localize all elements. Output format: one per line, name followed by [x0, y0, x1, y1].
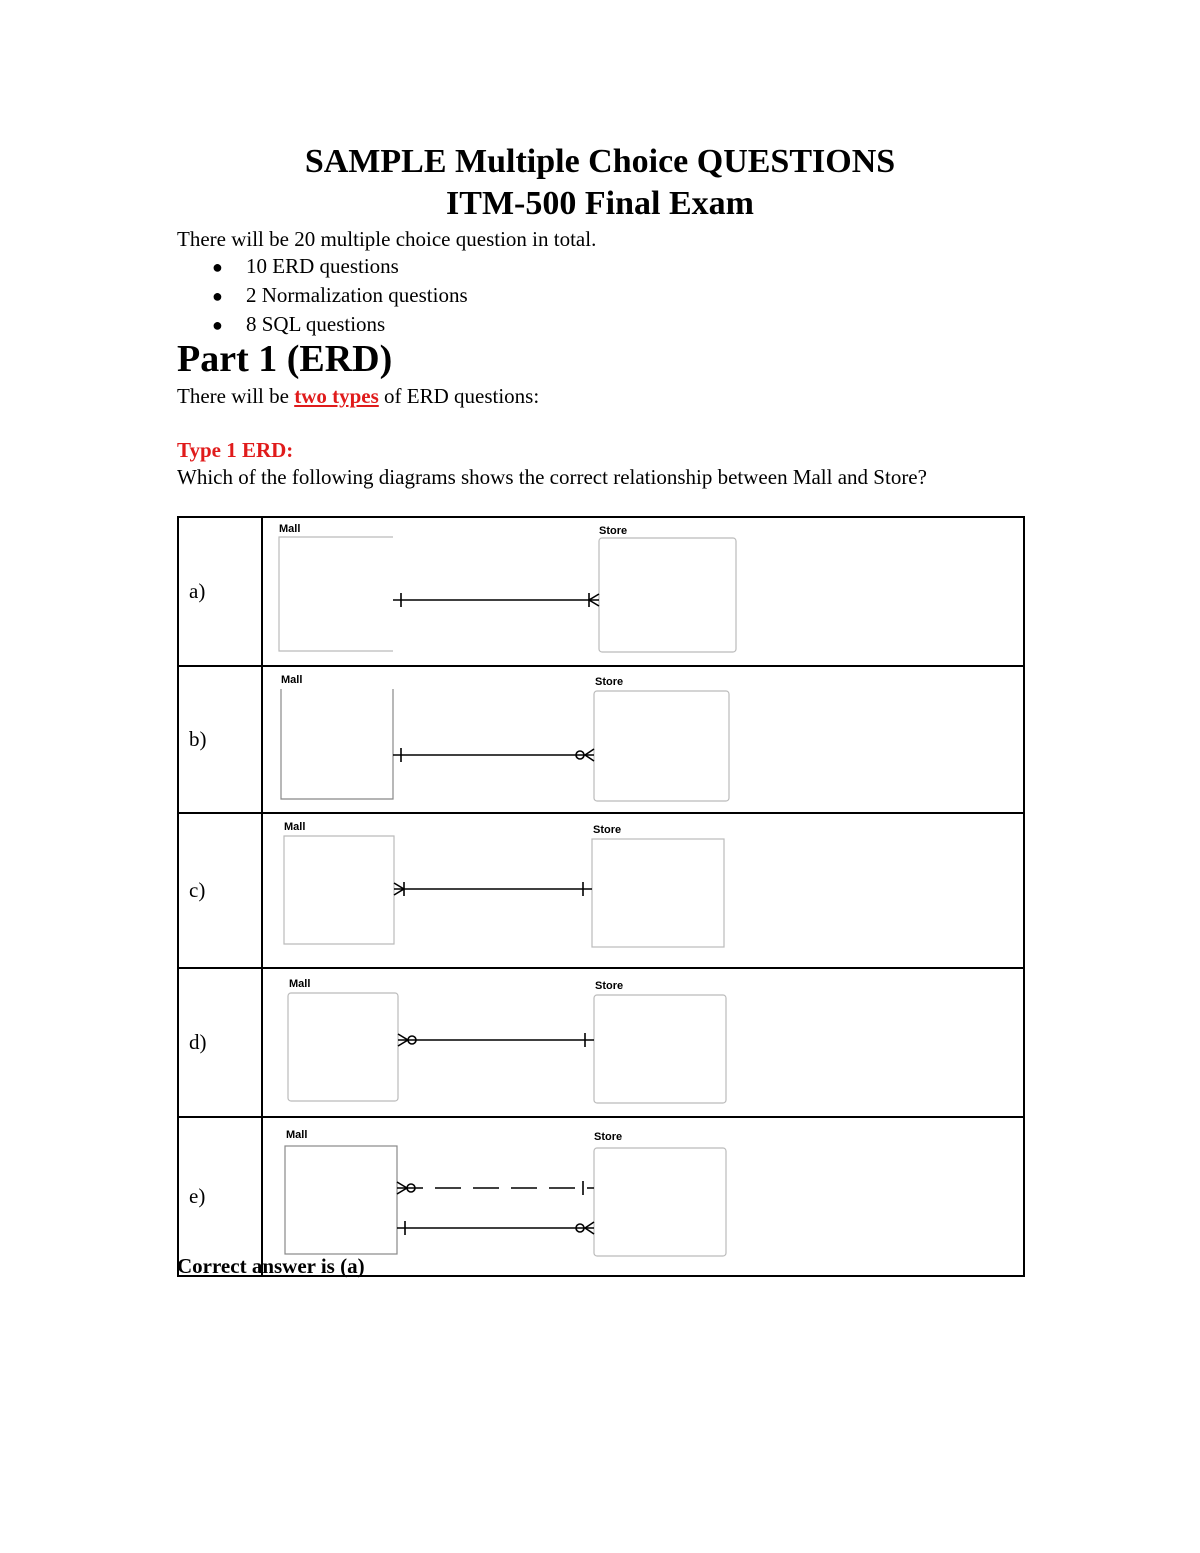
type-label: Type 1 ERD:	[177, 438, 294, 462]
bullet-icon: ●	[212, 286, 223, 306]
store-entity-box	[599, 538, 736, 652]
highlight-text: two types	[294, 384, 379, 408]
entity-label-store: Store	[594, 1131, 623, 1143]
list-item: ● 8 SQL questions	[212, 310, 385, 339]
part1-text: There will be two types of ERD questions:	[177, 384, 540, 408]
option-label: a)	[178, 517, 262, 666]
section-heading: Part 1 (ERD)	[177, 338, 393, 380]
entity-label-mall: Mall	[289, 978, 311, 990]
option-diagram	[262, 968, 1024, 1117]
table-row	[178, 517, 1024, 666]
erd-diagram-a	[263, 518, 1023, 660]
option-label: b)	[178, 666, 262, 813]
erd-diagram-e	[263, 1118, 1023, 1270]
table-row	[178, 666, 1024, 813]
store-entity-box	[594, 691, 729, 801]
store-entity-box	[592, 839, 724, 947]
entity-label-store: Store	[595, 676, 624, 688]
option-label: d)	[178, 968, 262, 1117]
options-table	[177, 516, 1025, 1277]
entity-label-store: Store	[595, 980, 624, 992]
option-label: c)	[178, 813, 262, 968]
entity-label-store: Store	[593, 824, 622, 836]
erd-diagram-c	[263, 814, 1023, 962]
entity-label-mall: Mall	[286, 1129, 308, 1141]
option-diagram	[262, 1117, 1024, 1276]
store-entity-box	[594, 995, 726, 1103]
mall-entity-box	[279, 537, 393, 651]
option-diagram	[262, 517, 1024, 666]
intro-text: There will be 20 multiple choice question in total.	[177, 227, 597, 251]
entity-label-mall: Mall	[284, 821, 306, 833]
table-row	[178, 968, 1024, 1117]
page-subtitle: ITM-500 Final Exam	[446, 185, 754, 222]
entity-label-mall: Mall	[279, 523, 301, 535]
option-diagram	[262, 813, 1024, 968]
list-item: ● 10 ERD questions	[212, 252, 399, 281]
bullet-icon: ●	[212, 257, 223, 277]
mall-entity-box	[284, 836, 394, 944]
bullet-icon: ●	[212, 315, 223, 335]
erd-diagram-d	[263, 969, 1023, 1111]
option-diagram	[262, 666, 1024, 813]
store-entity-box	[594, 1148, 726, 1256]
erd-diagram-b	[263, 667, 1023, 807]
mall-entity-box	[285, 1146, 397, 1254]
mall-entity-box	[288, 993, 398, 1101]
entity-label-store: Store	[599, 525, 628, 537]
page-title: SAMPLE Multiple Choice QUESTIONS	[304, 143, 896, 180]
option-label: e)	[178, 1117, 262, 1276]
entity-label-mall: Mall	[281, 674, 303, 686]
table-row	[178, 813, 1024, 968]
mall-entity-box	[281, 689, 393, 799]
question-text: Which of the following diagrams shows the correct relationship between Mall and Store?	[177, 465, 927, 489]
list-item: ● 2 Normalization questions	[212, 281, 468, 310]
correct-answer: Correct answer is (a)	[177, 1254, 365, 1278]
